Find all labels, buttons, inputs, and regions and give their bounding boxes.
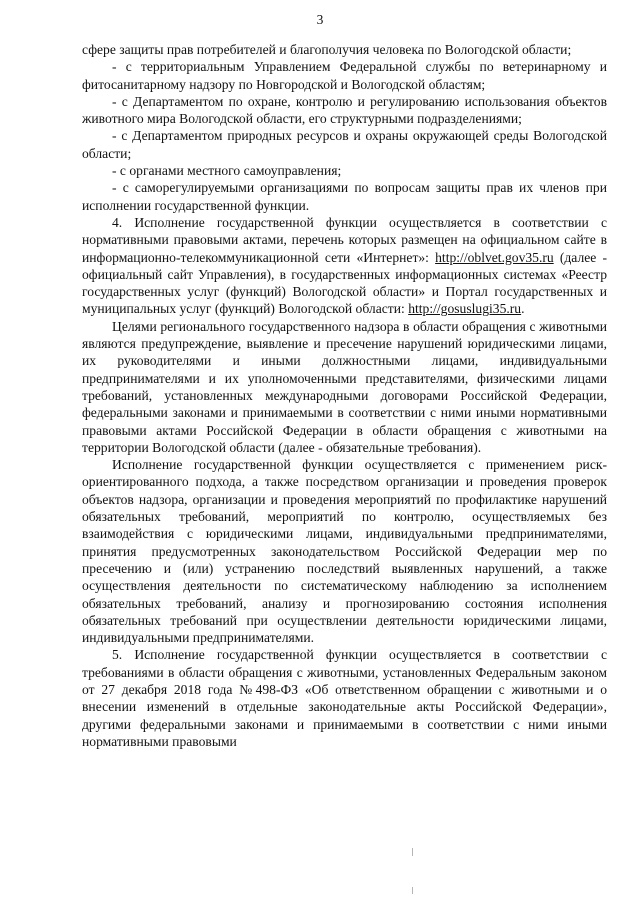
scan-mark-upper <box>412 848 413 856</box>
list-item-wildlife-department: - с Департаментом по охране, контролю и регулированию использования объектов животного мира Вологодской области, его структурными подразделениями; <box>82 93 607 127</box>
oblvet-link[interactable]: http://oblvet.gov35.ru <box>435 249 554 265</box>
gosuslugi-link[interactable]: http://gosuslugi35.ru <box>408 301 522 317</box>
paragraph-5: 5. Исполнение государственной функции осуществляется в соответствии с требованиями в области обращения с животными, установленных Федеральным законом от 27 декабря 2018 года №498-ФЗ «Об ответственном обращении с животными и о внесении изменений в отдельные законодательные акты Российской Федерации», другими федеральными законами и принимаемыми в соответствии с ними иными нормативными правовыми <box>82 647 607 749</box>
list-item-veterinary-office: - с территориальным Управлением Федеральной службы по ветеринарному и фитосанитарному надзору по Новгородской и Вологодской областям; <box>82 59 607 92</box>
paragraph-continuation: сфере защиты прав потребителей и благополучия человека по Вологодской области; <box>82 42 572 57</box>
paragraph-4-text-end: . <box>521 301 525 317</box>
scan-mark-lower <box>412 887 413 894</box>
paragraph-risk-based-approach: Исполнение государственной функции осуществляется с применением риск-ориентированного подхода, а также посредством организации и проведения проверок объектов надзора, организации и проведения мероприятий по профилактике нарушений обязательных требований, мероприятий по контролю, осуществляемых без взаимодействия с юридическими лицами, индивидуальными предпринимателями, принятия предусмотренных законодательством Российской Федерации мер по пресечению и (или) устранению последствий выявленных нарушений, а также осуществления деятельности по систематическому наблюдению за исполнением обязательных требований, анализу и прогнозированию состояния исполнения обязательных требований при осуществлении деятельности юридическими лицами, индивидуальными предпринимателями. <box>82 457 607 646</box>
list-item-self-regulatory-organizations: - с саморегулируемыми организациями по вопросам защиты прав их членов при исполнении государственной функции. <box>82 180 607 213</box>
paragraph-4-text-start: 4. Исполнение государственной функции осуществляется в соответствии с нормативными правовыми актами, перечень которых размещен на официальном сайте в информационно-телекоммуникационной сети «Интернет»: <box>82 214 607 265</box>
paragraph-4 <box>82 214 607 318</box>
document-body <box>82 41 607 750</box>
paragraph-4-text-middle: (далее - официальный сайт Управления), в государственных информационных системах «Реестр государственных услуг (функций) Вологодской области» и Портал государственных и муниципальных услуг (функций) Вологодской области: <box>82 249 607 317</box>
page-number: 3 <box>316 12 324 27</box>
list-item-local-government: - с органами местного самоуправления; <box>112 163 342 179</box>
list-item-natural-resources-department: - с Департаментом природных ресурсов и охраны окружающей среды Вологодской области; <box>82 128 607 161</box>
paragraph-supervision-goals: Целями регионального государственного надзора в области обращения с животными являются предупреждение, выявление и пресечение нарушений юридическими лицами, их руководителями и иными должностными лицами, индивидуальными предпринимателями и их уполномоченными представителями, физическими лицами требований, установленных международными договорами Российской Федерации, федеральными законами и принимаемыми в соответствии с ними иными нормативными правовыми актами Российской Федерации в области обращения с животными на территории Вологодской области (далее - обязательные требования). <box>82 318 607 455</box>
